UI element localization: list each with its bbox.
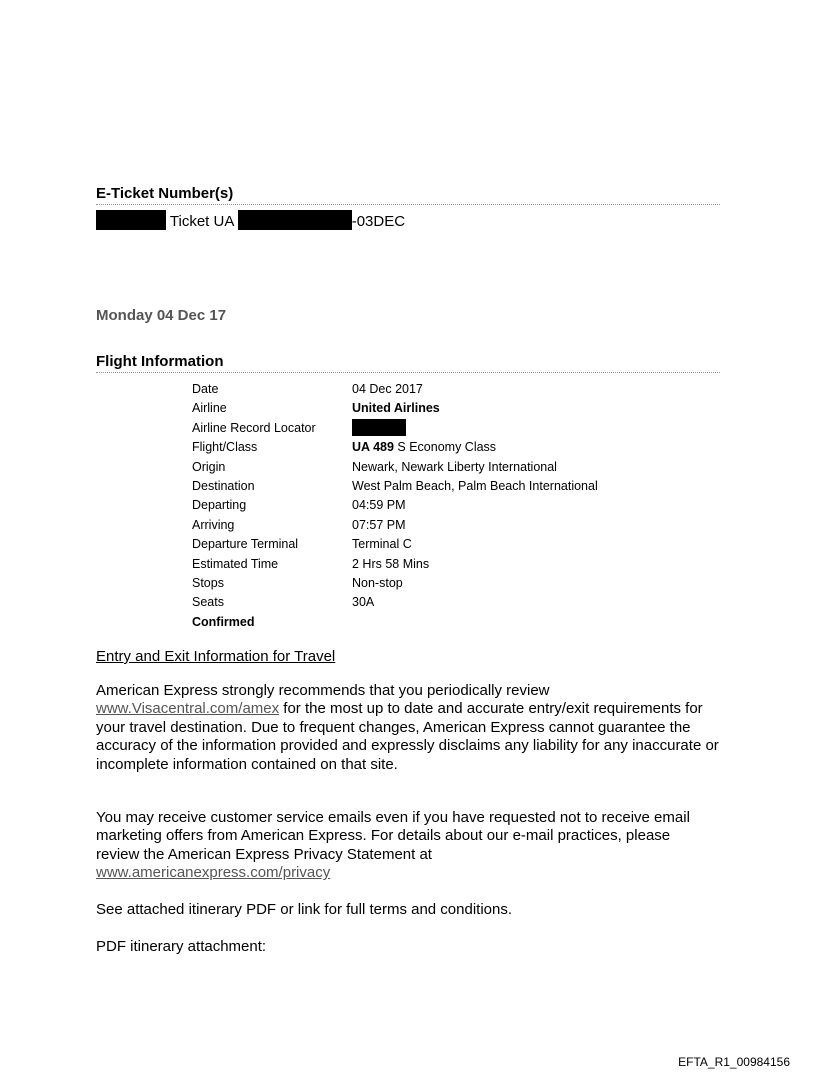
table-row xyxy=(192,516,598,535)
table-row xyxy=(192,419,598,438)
origin-value: Newark, Newark Liberty International xyxy=(352,459,557,474)
flight-class: S Economy Class xyxy=(397,440,497,455)
airline-label: Airline xyxy=(192,401,227,416)
record-locator-redaction xyxy=(352,419,406,436)
departure-terminal-value: Terminal C xyxy=(352,537,412,552)
arriving-label: Arriving xyxy=(192,517,235,532)
seats-value: 30A xyxy=(352,595,375,610)
ticket-label: Ticket UA xyxy=(169,213,234,230)
entry-exit-paragraph xyxy=(96,682,726,774)
origin-label: Origin xyxy=(192,459,226,474)
table-row xyxy=(192,535,598,554)
flight-info-header: Flight Information xyxy=(96,352,720,373)
redaction-bar xyxy=(238,210,352,230)
visacentral-link[interactable]: www.Visacentral.com/amex xyxy=(96,700,280,718)
terms-text: See attached itinerary PDF or link for full terms and conditions. xyxy=(96,901,513,918)
estimated-time-value: 2 Hrs 58 Mins xyxy=(352,556,430,571)
entry-exit-title: Entry and Exit Information for Travel xyxy=(96,648,336,665)
privacy-link[interactable]: www.americanexpress.com/privacy xyxy=(96,864,331,882)
table-row xyxy=(192,613,598,632)
entry-exit-text-start: American Express strongly recommends that you periodically review xyxy=(96,682,550,699)
table-row xyxy=(192,574,598,593)
table-row xyxy=(192,399,598,418)
flight-number: UA 489 xyxy=(352,440,394,455)
arriving-value: 07:57 PM xyxy=(352,517,406,532)
ticket-suffix: -03DEC xyxy=(351,213,406,230)
record-locator-label: Airline Record Locator xyxy=(192,420,316,435)
table-row xyxy=(192,380,598,399)
table-row xyxy=(192,458,598,477)
airline-value: United Airlines xyxy=(352,401,440,416)
date-value: 04 Dec 2017 xyxy=(352,382,423,396)
redaction-bar xyxy=(96,210,166,230)
entry-exit-text-end: for the most up to date and accurate entry/exit requirements for your travel destination. Due to frequent changes, American Express cannot guarantee the accuracy of the information provided and expressly disclaims any liability for any inaccurate or incomplete information contained on that site. xyxy=(96,700,719,773)
estimated-time-label: Estimated Time xyxy=(192,556,279,571)
destination-value: West Palm Beach, Palm Beach International xyxy=(352,479,598,494)
stops-value: Non-stop xyxy=(352,576,403,591)
table-row xyxy=(192,438,598,457)
table-row xyxy=(192,477,598,496)
flight-class-label: Flight/Class xyxy=(192,440,258,455)
document-id: EFTA_R1_00984156 xyxy=(678,1055,790,1069)
flight-info-table xyxy=(192,380,598,632)
seats-label: Seats xyxy=(192,595,224,610)
privacy-text: You may receive customer service emails even if you have requested not to receive email marketing offers from American Express. For details about our e-mail practices, please review the American Express Privacy Statement at xyxy=(96,809,690,863)
departing-label: Departing xyxy=(192,498,247,513)
table-row xyxy=(192,593,598,612)
stops-label: Stops xyxy=(192,576,224,591)
departure-terminal-label: Departure Terminal xyxy=(192,537,299,552)
table-row xyxy=(192,496,598,515)
ticket-number-line xyxy=(96,210,405,234)
destination-label: Destination xyxy=(192,479,255,494)
departing-value: 04:59 PM xyxy=(352,498,406,513)
eticket-header: E-Ticket Number(s) xyxy=(96,184,720,205)
date-label: Date xyxy=(192,382,219,396)
day-heading: Monday 04 Dec 17 xyxy=(96,307,227,324)
table-row xyxy=(192,555,598,574)
confirmed-status: Confirmed xyxy=(192,614,255,629)
pdf-attachment-label: PDF itinerary attachment: xyxy=(96,938,267,955)
privacy-paragraph xyxy=(96,809,716,883)
